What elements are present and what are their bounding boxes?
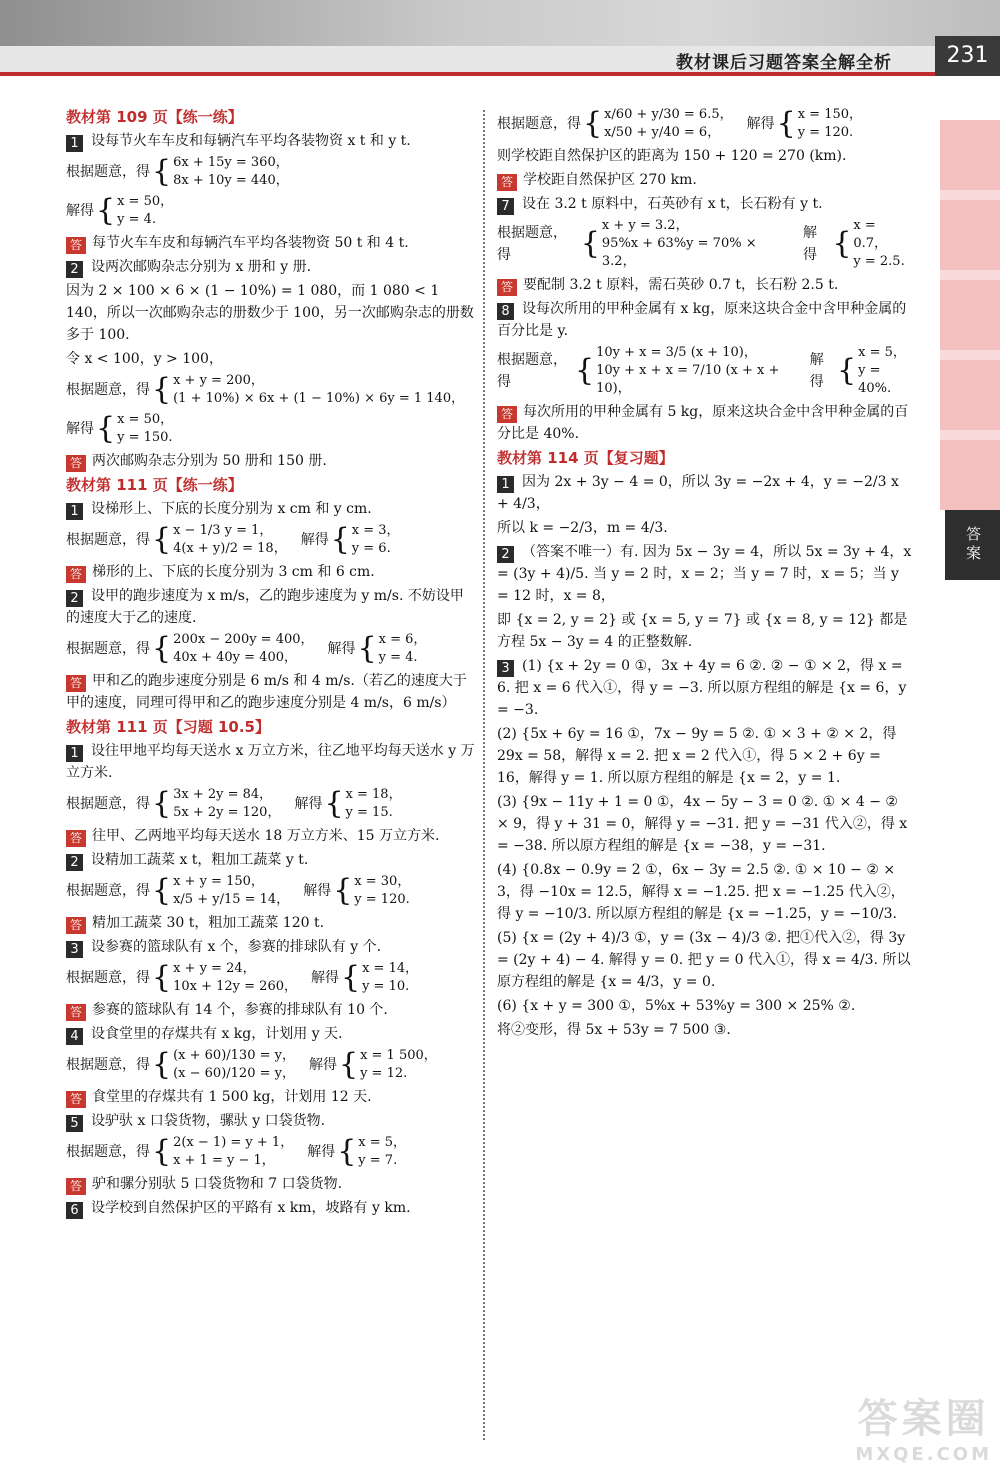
equation-lines <box>173 786 280 822</box>
item-text: 设学校到自然保护区的平路有 x km，坡路有 y km. <box>91 1200 411 1216</box>
item-text: 每节火车车皮和每辆汽车平均各装物资 50 t 和 4 t. <box>92 235 409 251</box>
solution-prefix: 解得 <box>746 116 775 132</box>
item-text: 两次邮购杂志分别为 50 册和 150 册. <box>92 453 327 469</box>
paragraph: (4) {0.8x − 0.9y = 2 ①，6x − 3y = 2.5 ②. ① × 10 − ② × 3，得 −10x = 12.5，解得 x = −1.25. 把 x = −1.25 代入②，得 y = −10/3. 所以原方程组的解是 {x = −1.25，y = −10/3. <box>497 862 905 922</box>
equation-line: (x + 60)/130 = y， <box>173 1048 295 1063</box>
answer-badge: 答 <box>66 1091 86 1108</box>
answer-badge: 答 <box>497 174 517 191</box>
item-text: 食堂里的存煤共有 1 500 kg，计划用 12 天. <box>92 1089 372 1105</box>
solution-line: x = 30， <box>354 874 411 889</box>
equation-lines <box>173 960 297 996</box>
item-text: 因为 2x + 3y − 4 = 0，所以 3y = −2x + 4，y = −2/3 x + 4/3， <box>497 474 899 512</box>
answer-item <box>66 1086 476 1108</box>
equation-lines <box>602 217 790 271</box>
equation-line: x = 50， <box>117 412 174 427</box>
equation-line: x + y = 150， <box>173 874 264 889</box>
equation-line: x + y = 3.2， <box>601 218 689 233</box>
solution-prefix: 解得 <box>294 796 323 812</box>
item-text: （答案不唯一）有. 因为 5x − 3y = 4，所以 5x = 3y + 4，x = (3y + 4)/5. 当 y = 2 时，x = 2；当 y = 7 时，x = 5；当 y = 12 时，x = 8， <box>497 544 912 604</box>
solution-lines <box>853 217 912 271</box>
equation-system <box>66 960 476 996</box>
equation-line: 6x + 15y = 360， <box>173 155 289 170</box>
item-text: 驴和骡分别驮 5 口袋货物和 7 口袋货物. <box>92 1176 343 1192</box>
brace-symbol: { <box>152 154 172 189</box>
solution-line: y = 2.5. <box>853 254 905 269</box>
equation-lines <box>173 372 464 408</box>
solution-prefix: 解得 <box>300 532 329 548</box>
item-text: 设参赛的篮球队有 x 个，参赛的排球队有 y 个. <box>91 939 382 955</box>
question-number-badge: 2 <box>66 261 83 278</box>
solution-line: y = 40%. <box>858 363 892 396</box>
answer-item <box>66 561 476 583</box>
question-item <box>497 655 912 721</box>
equation-line: 4(x + y)/2 = 18， <box>173 541 287 556</box>
equation-prefix: 根据题意，得 <box>66 641 150 657</box>
equation-line: x/50 + y/40 = 6， <box>604 125 721 140</box>
equation-lines <box>604 106 733 142</box>
question-number-badge: 8 <box>497 303 514 320</box>
solution-lines <box>346 786 402 822</box>
equation-system <box>66 1047 476 1083</box>
section-heading: 教材第 111 页【练一练】 <box>66 476 243 494</box>
equation-line: 5x + 2y = 120， <box>173 805 281 820</box>
equation-line: x + 1 = y − 1， <box>173 1153 275 1168</box>
answer-badge: 答 <box>66 1178 86 1195</box>
solution-lines <box>798 106 862 142</box>
equation-line: 10x + 12y = 260， <box>173 979 297 994</box>
solution-lines <box>362 960 418 996</box>
brace-symbol: { <box>776 106 796 141</box>
item-text: 设精加工蔬菜 x t，粗加工蔬菜 y t. <box>91 852 309 868</box>
answer-item <box>66 232 476 254</box>
equation-prefix: 根据题意，得 <box>66 1057 150 1073</box>
answer-item <box>497 169 912 191</box>
equation-line: x/5 + y/15 = 14， <box>173 892 290 907</box>
item-text: 设甲的跑步速度为 x m/s，乙的跑步速度为 y m/s. 不妨设甲的速度大于乙的速度. <box>66 588 464 626</box>
brace-symbol: { <box>330 522 350 557</box>
question-item <box>66 1110 476 1132</box>
brace-symbol: { <box>837 353 857 388</box>
solution-line: x = 14， <box>362 961 419 976</box>
item-text: 精加工蔬菜 30 t，粗加工蔬菜 120 t. <box>92 915 325 931</box>
brace-symbol: { <box>580 226 600 261</box>
item-text: 设每次所用的甲种金属有 x kg，原来这块合金中含甲种金属的百分比是 y. <box>497 301 907 339</box>
answer-badge: 答 <box>66 237 86 254</box>
question-number-badge: 2 <box>66 590 83 607</box>
solution-line: x = 0.7， <box>853 218 888 251</box>
equation-line: (1 + 10%) × 6x + (1 − 10%) × 6y = 1 140， <box>173 391 465 406</box>
equation-line: x + y = 200， <box>173 373 264 388</box>
solution-prefix: 解得 <box>809 352 824 390</box>
watermark-url: MXQE.COM <box>855 1444 992 1465</box>
question-number-badge: 2 <box>66 854 83 871</box>
answer-item <box>66 999 476 1021</box>
question-item <box>497 298 912 342</box>
answer-badge: 答 <box>66 1004 86 1021</box>
question-number-badge: 4 <box>66 1028 83 1045</box>
solution-prefix: 解得 <box>327 641 356 657</box>
paragraph: 所以 k = −2/3，m = 4/3. <box>497 520 668 536</box>
brace-symbol: { <box>152 786 172 821</box>
equation-prefix: 解得 <box>66 203 94 219</box>
answer-badge: 答 <box>66 830 86 847</box>
solution-lines <box>858 344 912 398</box>
question-item <box>66 936 476 958</box>
equation-line: 95%x + 63%y = 70% × 3.2， <box>601 236 757 269</box>
column-divider <box>483 110 485 1440</box>
question-item <box>66 256 476 278</box>
question-item <box>66 498 476 520</box>
item-text: 设食堂里的存煤共有 x kg，计划用 y 天. <box>91 1026 343 1042</box>
solution-prefix: 解得 <box>803 225 818 263</box>
section-heading: 教材第 114 页【复习题】 <box>497 449 674 467</box>
equation-line: 10y + x + x = 7/10 (x + x + 10)， <box>596 363 780 396</box>
solution-lines <box>360 1047 437 1083</box>
answer-item <box>497 274 912 296</box>
equation-system <box>66 786 476 822</box>
sidebar-decoration <box>940 120 1000 510</box>
equation-line: x + y = 24， <box>173 961 256 976</box>
paragraph: 即 {x = 2, y = 2} 或 {x = 5, y = 7} 或 {x = 8, y = 12} 都是方程 5x − 3y = 4 的正整数解. <box>497 612 908 650</box>
left-column <box>66 104 476 1221</box>
solution-line: y = 12. <box>360 1066 408 1081</box>
equation-lines <box>173 631 313 667</box>
answer-item <box>66 912 476 934</box>
section-heading: 教材第 109 页【练一练】 <box>66 108 243 126</box>
solution-line: y = 15. <box>345 805 393 820</box>
item-text: 要配制 3.2 t 原料，需石英砂 0.7 t，长石粉 2.5 t. <box>523 277 839 293</box>
brace-symbol: { <box>324 786 344 821</box>
paragraph: 令 x < 100，y > 100， <box>66 351 223 367</box>
item-text: 设每节火车车皮和每辆汽车平均各装物资 x t 和 y t. <box>91 133 411 149</box>
brace-symbol: { <box>152 960 172 995</box>
brace-symbol: { <box>152 1047 172 1082</box>
solution-line: x = 3， <box>351 523 400 538</box>
answer-item <box>66 1173 476 1195</box>
answer-item <box>66 450 476 472</box>
solution-line: x = 150， <box>797 107 863 122</box>
equation-lines <box>173 522 287 558</box>
equation-prefix: 根据题意，得 <box>66 796 150 812</box>
equation-prefix: 根据题意，得 <box>66 883 150 899</box>
solution-line: y = 4. <box>378 650 418 665</box>
equation-system <box>66 631 476 667</box>
equation-line: 200x − 200y = 400， <box>173 632 314 647</box>
brace-symbol: { <box>575 353 595 388</box>
solution-lines <box>354 873 410 909</box>
equation-line: 2(x − 1) = y + 1， <box>173 1135 294 1150</box>
answer-badge: 答 <box>66 455 86 472</box>
equation-lines <box>173 154 289 190</box>
paragraph: (5) {x = (2y + 4)/3 ①，y = (3x − 4)/3 ②. 把①代入②，得 3y = (2y + 4) − 4. 解得 y = 0. 把 y = 0 代入①，得 x = 4/3. 所以原方程组的解是 {x = 4/3，y = 0. <box>497 930 911 990</box>
equation-line: x/60 + y/30 = 6.5， <box>604 107 733 122</box>
brace-symbol: { <box>832 226 852 261</box>
answer-item <box>66 670 476 714</box>
solution-line: x = 18， <box>345 787 402 802</box>
brace-symbol: { <box>333 873 353 908</box>
answer-item <box>66 825 476 847</box>
question-number-badge: 1 <box>66 503 83 520</box>
solution-line: y = 7. <box>358 1153 398 1168</box>
equation-system <box>497 106 912 142</box>
item-text: 梯形的上、下底的长度分别为 3 cm 和 6 cm. <box>92 564 375 580</box>
question-item <box>497 541 912 607</box>
equation-line: y = 4. <box>117 212 156 227</box>
question-item <box>66 585 476 629</box>
brace-symbol: { <box>152 631 172 666</box>
item-text: 每次所用的甲种金属有 5 kg，原来这块合金中含甲种金属的百分比是 40%. <box>497 404 909 442</box>
question-item <box>66 740 476 784</box>
watermark-logo-text: 答案圈 <box>857 1396 990 1442</box>
brace-symbol: { <box>96 411 116 446</box>
equation-prefix: 根据题意，得 <box>66 382 150 398</box>
equation-prefix: 根据题意，得 <box>497 225 567 263</box>
answer-badge: 答 <box>66 566 86 583</box>
paragraph: (2) {5x + 6y = 16 ①，7x − 9y = 5 ②. ① × 3 + ② × 2，得 29x = 58，解得 x = 2. 把 x = 2 代入①，得 5 × 2 + 6y = 16，解得 y = 1. 所以原方程组的解是 {x = 2，y = 1. <box>497 726 897 786</box>
brace-symbol: { <box>340 960 361 995</box>
page-number: 231 <box>935 36 1000 76</box>
solution-line: y = 120. <box>354 892 410 907</box>
paragraph: 将②变形，得 5x + 53y = 7 500 ③. <box>497 1022 731 1038</box>
solution-line: x = 5， <box>858 345 906 360</box>
brace-symbol: { <box>338 1047 359 1082</box>
equation-system <box>66 372 476 408</box>
solution-prefix: 解得 <box>308 1057 337 1073</box>
equation-prefix: 根据题意，得 <box>497 116 581 132</box>
equation-lines <box>117 193 173 229</box>
question-number-badge: 1 <box>66 745 83 762</box>
brace-symbol: { <box>152 873 172 908</box>
equation-system <box>66 193 476 229</box>
equation-system <box>66 411 476 447</box>
item-text: 设梯形上、下底的长度分别为 x cm 和 y cm. <box>91 501 372 517</box>
equation-system <box>66 1134 476 1170</box>
side-tab-answers: 答案 <box>945 510 1000 580</box>
equation-prefix: 根据题意，得 <box>66 532 150 548</box>
brace-symbol: { <box>152 1134 172 1169</box>
solution-lines <box>379 631 427 667</box>
equation-prefix: 根据题意，得 <box>66 164 150 180</box>
solution-line: x = 5， <box>358 1135 407 1150</box>
answer-badge: 答 <box>497 406 517 423</box>
item-text: 设两次邮购杂志分别为 x 册和 y 册. <box>91 259 312 275</box>
equation-lines <box>117 411 173 447</box>
watermark <box>855 1387 992 1465</box>
question-number-badge: 6 <box>66 1202 83 1219</box>
question-item <box>66 849 476 871</box>
question-item <box>66 130 476 152</box>
solution-prefix: 解得 <box>310 970 339 986</box>
item-text: 设往甲地平均每天送水 x 万立方米，往乙地平均每天送水 y 万立方米. <box>66 743 475 781</box>
equation-system <box>497 217 912 271</box>
paragraph: 则学校距自然保护区的距离为 150 + 120 = 270 (km). <box>497 148 847 164</box>
solution-line: y = 120. <box>797 125 854 140</box>
equation-line: 3x + 2y = 84， <box>173 787 273 802</box>
equation-line: (x − 60)/120 = y， <box>173 1066 295 1081</box>
item-text: 学校距自然保护区 270 km. <box>523 172 697 188</box>
brace-symbol: { <box>337 1134 357 1169</box>
item-text: 设驴驮 x 口袋货物，骡驮 y 口袋货物. <box>91 1113 326 1129</box>
question-number-badge: 3 <box>497 660 514 677</box>
solution-line: x = 1 500， <box>360 1048 437 1063</box>
brace-symbol: { <box>96 193 116 228</box>
solution-prefix: 解得 <box>303 883 332 899</box>
paragraph: 因为 2 × 100 × 6 × (1 − 10%) = 1 080，而 1 080 < 1 140，所以一次邮购杂志的册数少于 100，另一次邮购杂志的册数多于 100. <box>66 283 474 343</box>
item-text: 设在 3.2 t 原料中，石英砂有 x t，长石粉有 y t. <box>522 196 823 212</box>
equation-prefix: 根据题意，得 <box>66 1144 150 1160</box>
equation-lines <box>596 344 797 398</box>
equation-system <box>66 873 476 909</box>
right-column <box>497 104 912 1043</box>
brace-symbol: { <box>357 631 377 666</box>
equation-lines <box>173 873 289 909</box>
equation-line: 8x + 10y = 440， <box>173 173 289 188</box>
solution-line: y = 10. <box>362 979 410 994</box>
question-number-badge: 1 <box>66 135 83 152</box>
solution-prefix: 解得 <box>307 1144 336 1160</box>
paragraph: (6) {x + y = 300 ①，5%x + 53%y = 300 × 25% ②. <box>497 998 856 1014</box>
question-number-badge: 5 <box>66 1115 83 1132</box>
solution-lines <box>352 522 400 558</box>
paragraph: (3) {9x − 11y + 1 = 0 ①，4x − 5y − 3 = 0 ②. ① × 4 − ② × 9，得 y + 31 = 0，解得 y = −31. 把 y = −31 代入②，得 x = −38. 所以原方程组的解是 {x = −38，y = −31. <box>497 794 908 854</box>
solution-line: x = 6， <box>378 632 427 647</box>
question-item <box>66 1197 476 1219</box>
equation-lines <box>173 1134 293 1170</box>
equation-system <box>66 522 476 558</box>
equation-prefix: 根据题意，得 <box>497 352 567 390</box>
answer-item <box>497 401 912 445</box>
equation-line: 40x + 40y = 400， <box>173 650 297 665</box>
item-text: (1) {x + 2y = 0 ①，3x + 4y = 6 ②. ② − ① × 2，得 x = 6. 把 x = 6 代入①，得 y = −3. 所以原方程组的解是 {x = 6，y = −3. <box>497 658 907 718</box>
question-number-badge: 7 <box>497 198 514 215</box>
equation-system <box>497 344 912 398</box>
answer-badge: 答 <box>497 279 517 296</box>
solution-lines <box>358 1134 406 1170</box>
question-item <box>66 1023 476 1045</box>
equation-prefix: 解得 <box>66 421 94 437</box>
equation-line: x − 1/3 y = 1， <box>173 523 273 538</box>
page-header-title: 教材课后习题答案全解全析 <box>676 53 892 73</box>
item-text: 往甲、乙两地平均每天送水 18 万立方米、15 万立方米. <box>92 828 440 844</box>
question-item <box>497 471 912 515</box>
brace-symbol: { <box>152 372 172 407</box>
brace-symbol: { <box>152 522 172 557</box>
equation-line: y = 150. <box>117 430 173 445</box>
answer-badge: 答 <box>66 917 86 934</box>
item-text: 甲和乙的跑步速度分别是 6 m/s 和 4 m/s.（若乙的速度大于甲的速度，同理可得甲和乙的跑步速度分别是 4 m/s，6 m/s） <box>66 673 467 711</box>
question-number-badge: 2 <box>497 546 514 563</box>
answer-badge: 答 <box>66 675 86 692</box>
question-number-badge: 1 <box>497 476 514 493</box>
brace-symbol: { <box>583 106 603 141</box>
equation-system <box>66 154 476 190</box>
equation-line: x = 50， <box>117 194 174 209</box>
equation-lines <box>173 1047 295 1083</box>
section-heading: 教材第 111 页【习题 10.5】 <box>66 718 270 736</box>
solution-line: y = 6. <box>351 541 391 556</box>
item-text: 参赛的篮球队有 14 个，参赛的排球队有 10 个. <box>92 1002 388 1018</box>
equation-prefix: 根据题意，得 <box>66 970 150 986</box>
equation-line: 10y + x = 3/5 (x + 10)， <box>596 345 757 360</box>
question-item <box>497 193 912 215</box>
question-number-badge: 3 <box>66 941 83 958</box>
